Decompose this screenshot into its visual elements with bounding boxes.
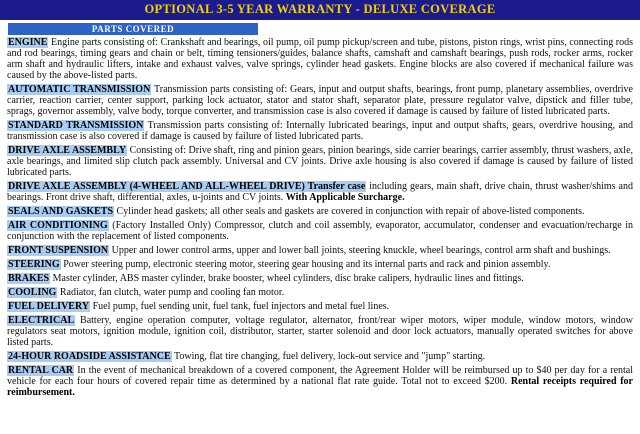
document-title-bar	[0, 0, 640, 20]
section-air-conditioning	[7, 220, 633, 242]
section-front-suspension	[7, 245, 633, 256]
section-fuel-delivery	[7, 301, 633, 312]
section-body-text: Power steering pump, electronic steering motor, steering gear housing and its internal parts and rack and pinion assembly.	[63, 259, 551, 270]
section-heading: AIR CONDITIONING	[8, 220, 108, 231]
section-electrical	[7, 315, 633, 348]
section-drive-axle-assembly	[7, 145, 633, 178]
section-heading: FUEL DELIVERY	[8, 301, 90, 312]
section-bold-note: Rental receipts required for reimbursement.	[7, 376, 633, 398]
section-heading: STANDARD TRANSMISSION	[8, 120, 144, 131]
section-body-text: including gears, main shaft, drive chain, thrust washer/shims and bearings. Front drive shaft, differential, axles, u-joints and CV joints.	[7, 181, 633, 203]
parts-covered-label: PARTS COVERED	[91, 24, 175, 34]
section-body-text: Master cylinder, ABS master cylinder, brake booster, wheel cylinders, disc brake calipers, hydraulic lines and fittings.	[52, 273, 524, 284]
section-steering	[7, 259, 633, 270]
section-heading: STEERING	[8, 259, 60, 270]
parts-covered-bar	[8, 23, 258, 35]
section-automatic-transmission	[7, 84, 633, 117]
section-body-text: Cylinder head gaskets; all other seals and gaskets are covered in conjunction with repair of above-listed components.	[116, 206, 585, 217]
section-body-text: Battery, engine operation computer, voltage regulator, alternator, front/rear wiper motors, wiper module, window motors, window regulators seat motors, ignition module, ignition coil, distributor, starter, starter solenoid and door lock actuators, manually operated switches for above listed parts.	[7, 315, 634, 348]
section-engine	[7, 37, 633, 81]
section-heading: ELECTRICAL	[8, 315, 75, 326]
section-heading: RENTAL CAR	[8, 365, 74, 376]
section-rental-car	[7, 365, 633, 398]
section-heading: COOLING	[8, 287, 57, 298]
section-cooling	[7, 287, 633, 298]
section-heading: 24-HOUR ROADSIDE ASSISTANCE	[8, 351, 171, 362]
document-body	[0, 37, 640, 398]
section-heading: ENGINE	[8, 37, 48, 48]
section-standard-transmission	[7, 120, 633, 142]
section-body-text: Upper and lower control arms, upper and lower ball joints, steering knuckle, wheel bearings, control arm shaft and bushings.	[111, 245, 611, 256]
section-drive-axle-4wd	[7, 181, 633, 203]
document-title: OPTIONAL 3-5 YEAR WARRANTY - DELUXE COVERAGE	[144, 2, 496, 16]
section-body-text: Transmission parts consisting of: Gears, input and output shafts, bearings, front pump, planetary assemblies, overdrive carrier, reaction carrier, center support, parking lock actuator, stator and stator shaft, separator plate, pressure regulator valve, dipstick and filler tube, sprags, governor assembly, valve body, torque converter, and transmission case is also covered if damage is caused by failure of listed lubricated parts.	[7, 84, 633, 117]
section-heading: DRIVE AXLE ASSEMBLY	[8, 145, 127, 156]
section-body-text: Fuel pump, fuel sending unit, fuel tank, fuel injectors and metal fuel lines.	[92, 301, 390, 312]
section-body-text: Consisting of: Drive shaft, ring and pinion gears, pinion bearings, side carrier bearings, carrier assembly, thrust washers, axle, axle bearings, and limited slip clutch pack assembly. Universal and CV joints. Drive axle housing is also covered if damage is caused by failure of listed lubricated parts.	[7, 145, 634, 178]
section-heading: AUTOMATIC TRANSMISSION	[8, 84, 151, 95]
section-roadside-assistance	[7, 351, 633, 362]
section-body-text: Transmission parts consisting of: Internally lubricated bearings, input and output shafts, gears, overdrive housing, and transmission case is also covered if damage is caused by failure of listed lubricated parts.	[7, 120, 633, 142]
section-heading: SEALS AND GASKETS	[8, 206, 114, 217]
section-heading: BRAKES	[8, 273, 50, 284]
section-body-text: Engine parts consisting of: Crankshaft and bearings, oil pump, oil pump pickup/screen and tube, pistons, piston rings, wrist pins, connecting rods and rod bearings, timing gears and chain or belt, timing tensioners/guides, balance shafts, camshaft and camshaft bearings, push rods, rocker arms, rocker arm shaft and hydraulic lifters, intake and exhaust valves, valve springs, cylinder head gaskets. Engine blocks are also covered if mechanical failure was caused by the above-listed parts.	[7, 37, 634, 81]
section-heading: FRONT SUSPENSION	[8, 245, 109, 256]
section-heading: DRIVE AXLE ASSEMBLY (4-WHEEL AND ALL-WHEEL DRIVE) Transfer case	[8, 181, 366, 192]
section-body-text: In the event of mechanical breakdown of a covered component, the Agreement Holder will be reimbursed up to $40 per day for a rental vehicle for each four hours of covered repair time as determined by a national flat rate guide. Total not to exceed $200.	[7, 365, 634, 387]
section-body-text: (Factory Installed Only) Compressor, clutch and coil assembly, evaporator, accumulator, condenser and evacuation/recharge in conjunction with the replacement of listed components.	[7, 220, 634, 242]
section-brakes	[7, 273, 633, 284]
section-seals-and-gaskets	[7, 206, 633, 217]
section-bold-note: With Applicable Surcharge.	[285, 192, 405, 203]
section-body-text: Radiator, fan clutch, water pump and cooling fan motor.	[59, 287, 285, 298]
section-body-text: Towing, flat tire changing, fuel delivery, lock-out service and "jump" starting.	[173, 351, 486, 362]
